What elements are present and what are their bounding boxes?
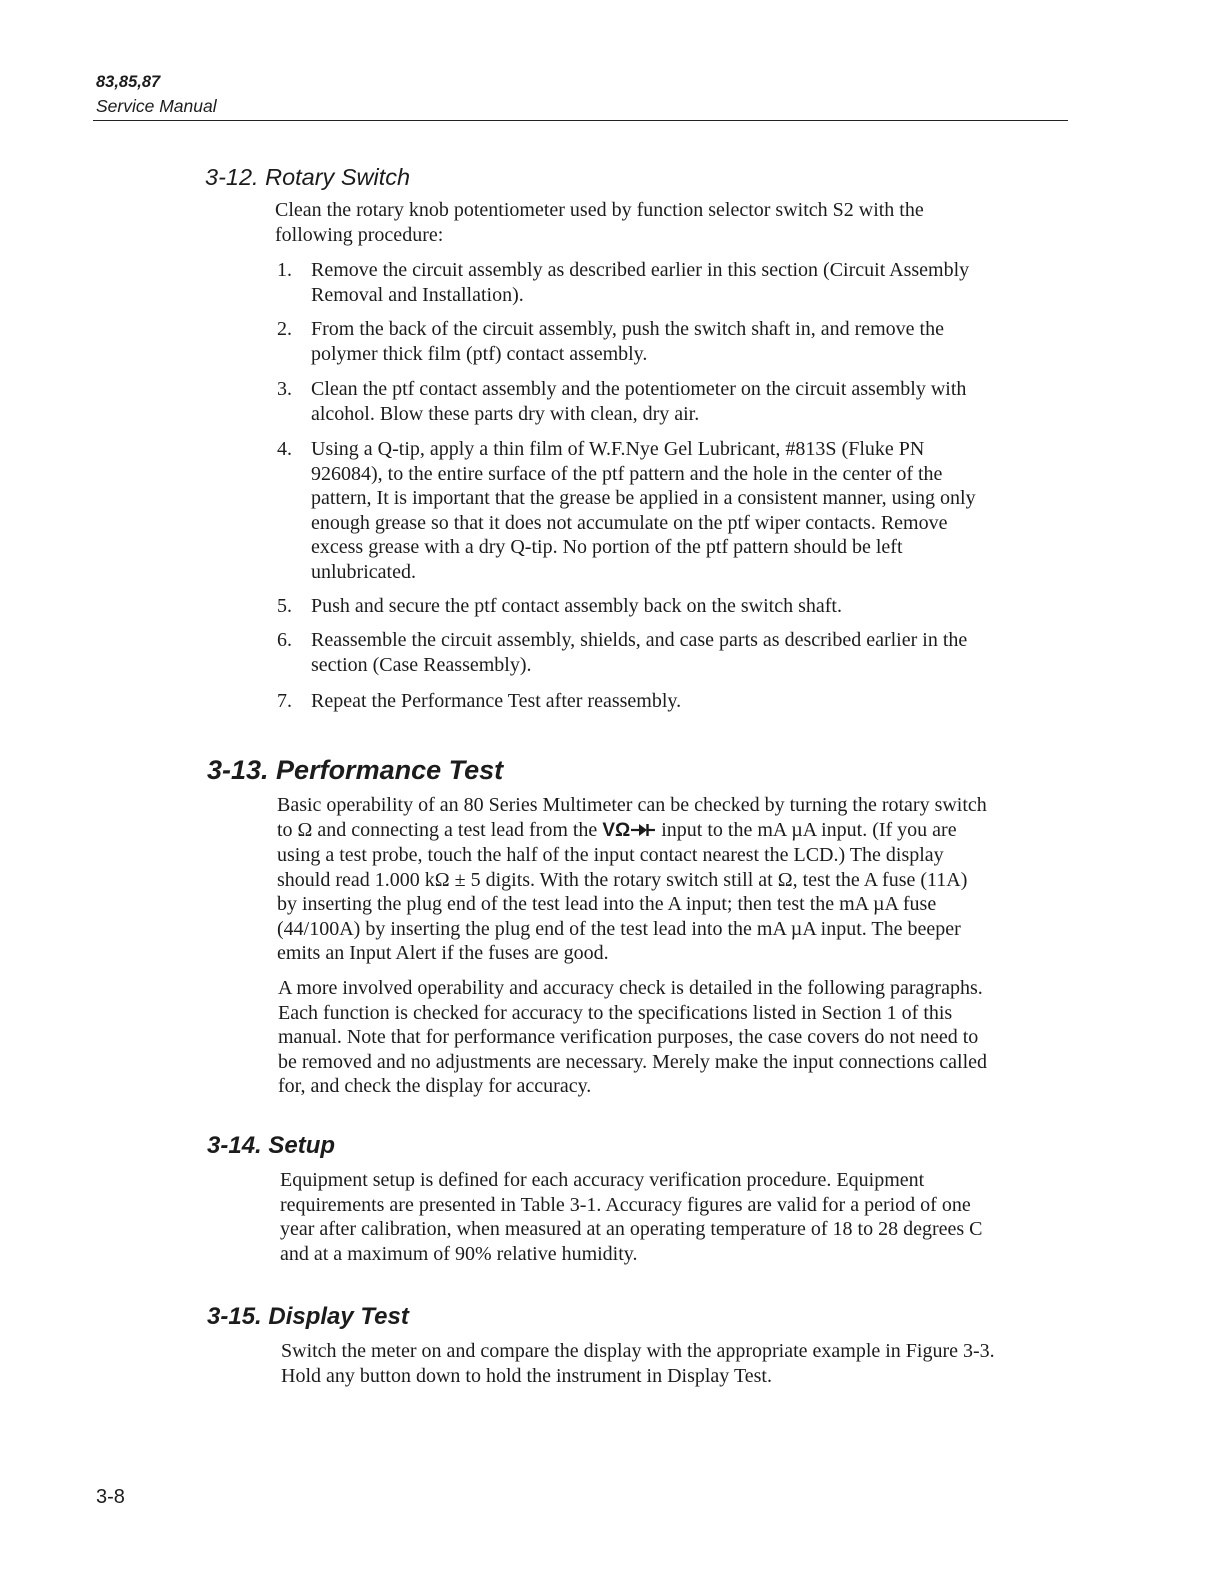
list-item-line: unlubricated. [311,560,416,583]
paragraph-line: Basic operability of an 80 Series Multimeter can be checked by turning the rotary switch [277,794,987,816]
list-item-line: Clean the ptf contact assembly and the potentiometer on the circuit assembly with [311,378,967,400]
section-heading-3-13: 3-13. Performance Test [207,755,504,785]
paragraph-line: following procedure: [275,223,444,246]
input-terminal-label: VΩ [602,819,631,841]
paragraph-3-14 [280,1168,982,1266]
list-item-line: Removal and Installation). [311,283,524,306]
diode-icon [631,823,655,837]
list-item-number: 1. [277,259,292,281]
header-model: 83,85,87 [96,73,161,91]
list-item-number: 2. [277,318,292,340]
list-item-line: Remove the circuit assembly as described earlier in this section (Circuit Assembly [311,259,970,281]
list-item-line: Repeat the Performance Test after reassembly. [311,690,682,712]
paragraph-line-with-terminal [277,818,987,844]
list-item-line: Using a Q-tip, apply a thin film of W.F.Nye Gel Lubricant, #813S (Fluke PN [311,438,925,460]
paragraph-line: manual. Note that for performance verification purposes, the case covers do not need to [278,1026,979,1048]
paragraph-line: be removed and no adjustments are necessary. Merely make the input connections called [278,1050,988,1073]
list-item-line: enough grease so that it does not accumulate on the ptf wiper contacts. Remove [311,511,948,534]
paragraph-line: using a test probe, touch the half of the input contact nearest the LCD.) The display [277,844,944,866]
list-item-number: 6. [277,629,292,651]
list-item-line: From the back of the circuit assembly, push the switch shaft in, and remove the [311,318,944,340]
list-item-line: polymer thick film (ptf) contact assembly. [311,342,648,365]
list-item-line: Reassemble the circuit assembly, shields, and case parts as described earlier in the [311,629,968,651]
list-item-line: Push and secure the ptf contact assembly back on the switch shaft. [311,595,842,617]
paragraph-3-12-intro [275,198,924,247]
list-item-line: 926084), to the entire surface of the ptf pattern and the hole in the center of the [311,462,943,485]
list-item-number: 7. [277,690,292,712]
paragraph-3-13-basic [277,793,987,966]
paragraph-line: requirements are presented in Table 3-1. Accuracy figures are valid for a period of one [280,1193,971,1216]
text-segment: input to the mA µA input. (If you are [656,818,957,841]
list-item-number: 3. [277,378,292,400]
text-segment: to Ω and connecting a test lead from the [277,818,603,841]
list-item-number: 5. [277,595,292,617]
list-item-line: excess grease with a dry Q-tip. No portion of the ptf pattern should be left [311,536,903,558]
list-item [277,317,944,366]
paragraph-line: Switch the meter on and compare the display with the appropriate example in Figure 3-3. [281,1340,995,1362]
list-item [277,628,967,677]
paragraph-line: year after calibration, when measured at an operating temperature of 18 to 28 degrees C [280,1218,983,1240]
section-heading-3-14: 3-14. Setup [207,1132,336,1159]
paragraph-line: (44/100A) by inserting the plug end of the test lead into the mA µA input. The beeper [277,917,961,940]
paragraph-line: emits an Input Alert if the fuses are good. [277,942,609,964]
paragraph-line: should read 1.000 kΩ ± 5 digits. With the rotary switch still at Ω, test the A fuse (11A) [277,868,968,891]
paragraph-line: A more involved operability and accuracy check is detailed in the following paragraphs. [278,977,983,999]
paragraph-line: Hold any button down to hold the instrument in Display Test. [281,1364,772,1387]
list-item [277,437,976,584]
list-item-line: section (Case Reassembly). [311,653,532,676]
paragraph-line: for, and check the display for accuracy. [278,1075,592,1097]
list-item [277,594,842,619]
paragraph-line: Equipment setup is defined for each accuracy verification procedure. Equipment [280,1169,925,1191]
header-rule [93,120,1068,121]
section-heading-3-15: 3-15. Display Test [207,1303,409,1330]
list-item [277,377,966,426]
list-item [277,258,969,307]
paragraph-3-15 [281,1339,995,1388]
header-title: Service Manual [96,96,217,116]
list-item-line: pattern, It is important that the grease be applied in a consistent manner, using only [311,487,976,509]
section-heading-3-12: 3-12. Rotary Switch [205,164,411,190]
list-item-number: 4. [277,438,292,460]
list-item-line: alcohol. Blow these parts dry with clean, dry air. [311,402,700,425]
paragraph-line: Clean the rotary knob potentiometer used by function selector switch S2 with the [275,199,924,221]
paragraph-line: Each function is checked for accuracy to the specifications listed in Section 1 of this [278,1001,953,1024]
paragraph-3-13-accuracy [278,976,987,1099]
page-number: 3-8 [96,1486,125,1508]
paragraph-line: by inserting the plug end of the test lead into the A input; then test the mA µA fuse [277,893,937,915]
list-item [277,689,681,714]
paragraph-line: and at a maximum of 90% relative humidity. [280,1242,638,1265]
